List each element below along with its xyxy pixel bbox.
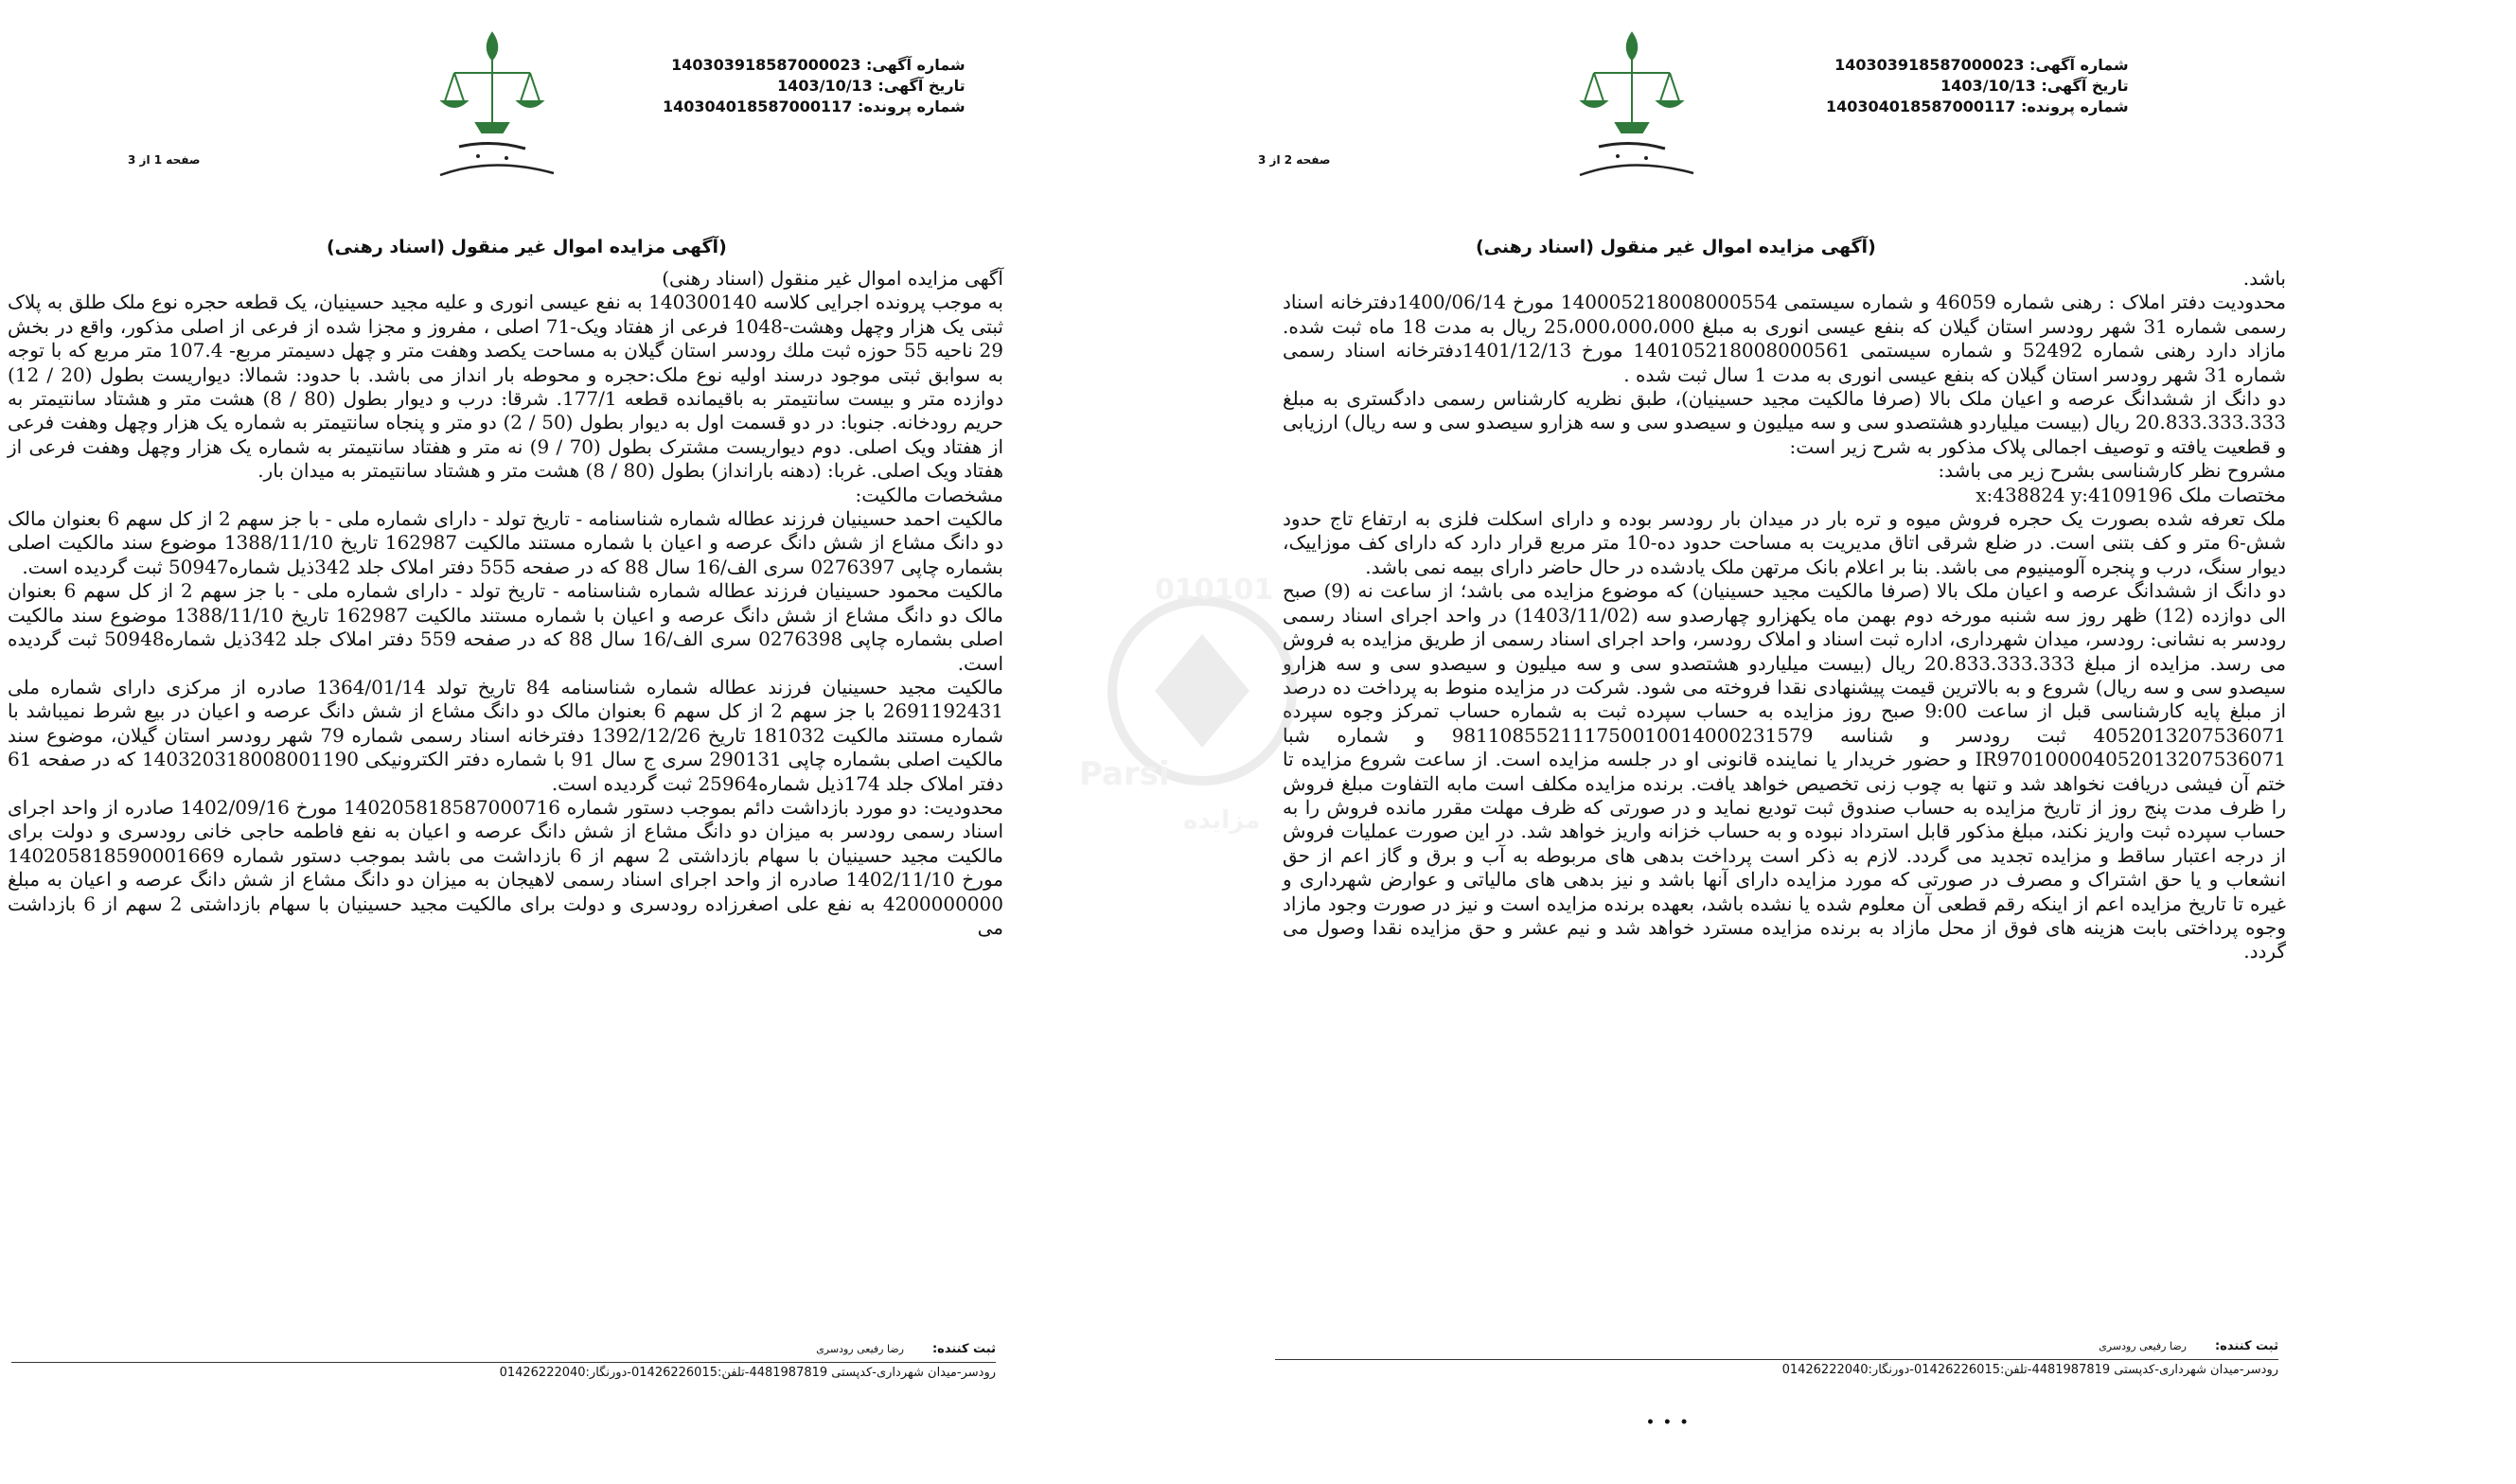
registrar-label: ثبت کننده:: [931, 1342, 996, 1356]
judiciary-emblem-icon: [1542, 14, 1722, 194]
body-heading: آگهی مزایده اموال غیر منقول (اسناد رهنی): [662, 267, 1003, 290]
footer-address: رودسر-میدان شهرداری-کدپستی 4481987819-تلفن:01426226015-دورنگار:01426222040: [11, 1362, 996, 1380]
body-paragraph: مالکیت مجید حسینیان فرزند عطاله شماره شناسنامه 84 تاریخ تولد 1364/01/14 صادره از مرکزی دارای شماره ملی 2691192431 با جز سهم 2 از کل سهم 6 بعنوان مالک دو دانگ مشاع از شش دانگ عرصه و اعیان در بیع شرط نمیباشد با شماره مستند مالکیت 181032 تاریخ 1392/12/26 دفترخانه اسناد رسمی شماره 79 شهر رودسر استان گیلان، موضوع سند مالکیت اصلی بشماره چاپی 290131 سری ج سال 91 با شماره دفتر الکترونیکی 140320318008001190 که در صفحه 61 دفتر املاک جلد 174ذیل شماره25964 ثبت گردیده است.: [8, 675, 1004, 795]
document-body: [1283, 267, 2286, 964]
ad-meta-block: [663, 55, 966, 117]
body-paragraph: دو دانگ از ششدانگ عرصه و اعیان ملک بالا (صرفا مالکیت مجید حسینیان)، طبق نظریه کارشناس رسمی دادگستری به مبلغ 20.833.333.333 ریال (بیست میلیاردو هشتصدو سی و سه میلیون و سیصدو سی و سه هزارو سیصدو سی و سه ریال) ارزیابی و قطعیت یافته و توصیف اجمالی پلاک مذکور به شرح زیر است:: [1283, 387, 2286, 458]
registrar-name: رضا رفیعی رودسری: [2099, 1340, 2187, 1352]
document-title: (آگهی مزایده اموال غیر منقول (اسناد رهنی): [327, 237, 727, 257]
registrar-name: رضا رفیعی رودسری: [816, 1343, 904, 1355]
watermark-number: 010101: [1155, 574, 1274, 607]
file-number: شماره پرونده: 140304018587000117: [1826, 97, 2129, 115]
body-paragraph: محدودیت: دو مورد بازداشت دائم بموجب دستور شماره 140205818587000716 مورخ 1402/09/16 صادره از واحد اجرای اسناد رسمی رودسر به میزان دو دانگ مشاع از شش دانگ عرصه و اعیان به نفع فاطمه حاجی خانی رودسری و دولت برای مالکیت مجید حسینیان با سهام بازداشتی 2 سهم از 6 بازداشت می باشد بموجب دستور شماره 140205818590001669 مورخ 1402/11/10 صادره از واحد اجرای اسناد رسمی لاهیجان به میزان دو دانگ مشاع از شش دانگ عرصه و اعیان به مبلغ 4200000000 به نفع علی اصغرزاده رودسری و دولت برای مالکیت مجید حسینیان با سهام بازداشتی 2 سهم از 6 بازداشت می: [8, 795, 1003, 939]
page-marks: • • •: [1646, 1415, 1691, 1430]
page-number-label: صفحه 2 از 3: [1258, 153, 1331, 167]
watermark-tagline: مزایده: [1183, 806, 1261, 835]
body-paragraph: محدودیت دفتر املاک : رهنی شماره 46059 و شماره سیستمی 140005218008000554 مورخ 1400/06/14دفترخانه اسناد رسمی شماره 31 شهر رودسر استان گیلان که بنفع عیسی انوری به مبلغ 25،000،000،000 ریال به مدت 18 ماه ثبت شده. مازاد دارد رهنی شماره 52492 و شماره سیستمی 140105218008000561 مورخ 1401/12/13دفترخانه اسناد رسمی شماره 31 شهر رودسر استان گیلان که بنفع عیسی انوری به مدت 1 سال ثبت شده .: [1283, 291, 2287, 386]
page-footer: [1275, 1339, 2278, 1377]
ad-date: تاریخ آگهی: 1403/10/13: [1940, 77, 2129, 95]
body-paragraph: مشروح نظر کارشناسی بشرح زیر می باشد:: [1938, 459, 2286, 483]
document-page-2: [1258, 0, 2516, 1484]
ad-meta-block: [1826, 55, 2129, 117]
judiciary-emblem-icon: [402, 14, 582, 194]
body-paragraph: مختصات ملک x:438824 y:4109196: [1976, 483, 2286, 506]
ad-number: شماره آگهی: 140303918587000023: [671, 56, 966, 74]
page-footer: [11, 1342, 996, 1380]
body-paragraph: دو دانگ از ششدانگ عرصه و اعیان ملک بالا (صرفا مالکیت مجید حسینیان) که موضوع مزایده می باشد؛ از ساعت نه (9) صبح الی دوازده (12) ظهر روز سه شنبه مورخه دوم بهمن ماه یکهزارو چهارصدو سه (1403/11/02) در واحد اجرای اسناد رسمی رودسر به نشانی: رودسر، میدان شهرداری، اداره ثبت اسناد و املاک رودسر، واحد اجرای اسناد رسمی از طریق مزایده به فروش می رسد. مزایده از مبلغ 20.833.333.333 ریال (بیست میلیاردو هشتصدو سی و سه میلیون و سیصدو سی و سه هزارو سیصدو سی و سه ریال) شروع و به بالاترین قیمت پیشنهادی نقدا فروخته می شود. شرکت در مزایده منوط به پرداخت ده درصد از مبلغ پایه کارشناسی قبل از ساعت 9:00 صبح روز مزایده به حساب سپرده ثبت به شماره حساب تمرکز وجوه سپرده 4052013207536071 ثبت رودسر و شناسه 981108552111750010014000231579 و شماره شبا IR970100004052013207536071 و حضور خریدار یا نماینده قانونی او در جلسه مزایده است. از ساعت شروع مزایده تا ختم آن فیشی دریافت نخواهد شد و تنها به چوب زنی تخصیص خواهد یافت. برنده مزایده مکلف است مابه التفاوت مبلغ فروش را ظرف مدت پنج روز از تاریخ مزایده به حساب صندوق ثبت تودیع نماید و در صورتی که ظرف مهلت مقرر مانده فروش را به حساب سپرده ثبت واریز نکند، مبلغ مذکور قابل استرداد نبوده و به حساب خزانه واریز خواهد شد. در این صورت عملیات فروش از درجه اعتبار ساقط و مزایده تجدید می گردد. لازم به ذکر است پرداخت بدهی های مربوطه به آب و برق و گاز اعم از حق انشعاب و یا حق اشتراک و مصرف در صورتی که مورد مزایده دارای آنها باشد و نیز بدهی های مالیاتی و عوارض شهرداری و غیره تا تاریخ مزایده اعم از اینکه رقم قطعی آن معلوم شده یا نشده باشد، بعهده برنده مزایده است و نیز در صورت وجود مازاد وجوه پرداختی بابت هزینه های فوق از محل مازاد به برنده مزایده مسترد خواهد شد و نیم عشر و حق مزایده نقدا وصول می گردد.: [1283, 579, 2287, 963]
registrar-label: ثبت کننده:: [2214, 1339, 2278, 1353]
document-body: [8, 267, 1003, 940]
ad-number: شماره آگهی: 140303918587000023: [1834, 56, 2129, 74]
document-title: (آگهی مزایده اموال غیر منقول (اسناد رهنی): [1476, 237, 1876, 257]
watermark-logo: [1079, 574, 1316, 852]
body-paragraph: مالکیت احمد حسینیان فرزند عطاله شماره شناسنامه - تاریخ تولد - دارای شماره ملی - با جز سهم 2 از کل سهم 6 بعنوان مالک دو دانگ مشاع از شش دانگ عرصه و اعیان با شماره مستند مالکیت 162987 تاریخ 1388/11/10 موضوع سند مالکیت اصلی بشماره چاپی 0276397 سری الف/16 سال 88 که در صفحه 555 دفتر املاک جلد 342ذیل شماره50947 ثبت گردیده است.: [8, 507, 1003, 578]
body-paragraph: باشد.: [2242, 267, 2286, 290]
file-number: شماره پرونده: 140304018587000117: [663, 97, 966, 115]
ad-date: تاریخ آگهی: 1403/10/13: [777, 77, 966, 95]
body-paragraph: مشخصات مالکیت:: [855, 483, 1003, 506]
body-paragraph: ملک تعرفه شده بصورت یک حجره فروش میوه و تره بار در میدان بار رودسر بوده و دارای اسکلت فلزی به ارتفاع تاج حدود شش-6 متر و کف بتنی است. در ضلع شرقی اتاق مدیریت به مساحت حدود ده-10 متر مربع قرار دارد که دارای کف موزاییک، دیوار سنگ، درب و پنجره آلومینیوم می باشد. بنا بر اعلام بانک مرتهن ملک یادشده در حال حاضر دارای بیمه نمی باشد.: [1283, 507, 2286, 578]
page-number-label: صفحه 1 از 3: [128, 153, 201, 167]
body-paragraph: مالکیت محمود حسینیان فرزند عطاله شماره شناسنامه - تاریخ تولد - دارای شماره ملی - با جز سهم 2 از کل سهم 6 بعنوان مالک دو دانگ مشاع از شش دانگ عرصه و اعیان با شماره مستند مالکیت 162987 تاریخ 1388/11/10 موضوع سند مالکیت اصلی بشماره چاپی 0276398 سری الف/16 سال 88 که در صفحه 559 دفتر املاک جلد 342ذیل شماره50948 ثبت گردیده است.: [8, 579, 1004, 675]
watermark-brand: Parsi: [1079, 755, 1170, 793]
footer-address: رودسر-میدان شهرداری-کدپستی 4481987819-تلفن:01426226015-دورنگار:01426222040: [1275, 1359, 2278, 1377]
body-paragraph: به موجب پرونده اجرایی کلاسه 140300140 به نفع عیسی انوری و علیه مجید حسینیان، یک قطعه حجره نوع ملک طلق به پلاک ثبتی یک هزار وچهل وهشت-1048 فرعی از هفتاد ویک-71 اصلی ، مفروز و مجزا شده از فرعی از اصلی مذکور، واقع در بخش 29 ناحیه 55 حوزه ثبت ملك رودسر استان گیلان به مساحت یکصد وهفت متر و چهل دسیمتر مربع- 107.4 متر مربع که با توجه به سوابق ثبتی موجود درسند اولیه نوع ملک:حجره و محوطه بار انداز می باشد. با حدود: شمالا: دیواریست بطول (20 / 12) دوازده متر و بیست سانتیمتر به باقیمانده قطعه 177/1. شرقا: درب و دیوار بطول (80 / 8) هشت متر و هشتاد سانتیمتر به حریم رودخانه. جنوبا: در دو قسمت اول به دیوار بطول (50 / 2) دو متر و پنجاه سانتیمتر به شماره یک هزار وچهل وهفت فرعی از هفتاد ویک اصلی. دوم دیواریست مشترک بطول (70 / 9) نه متر و هفتاد سانتیمتر به شماره یک هزار وچهل وهفت فرعی از هفتاد ویک اصلی. غربا: (دهنه بارانداز) بطول (80 / 8) هشت متر و هشتاد سانتیمتر به میدان بار.: [8, 291, 1004, 483]
